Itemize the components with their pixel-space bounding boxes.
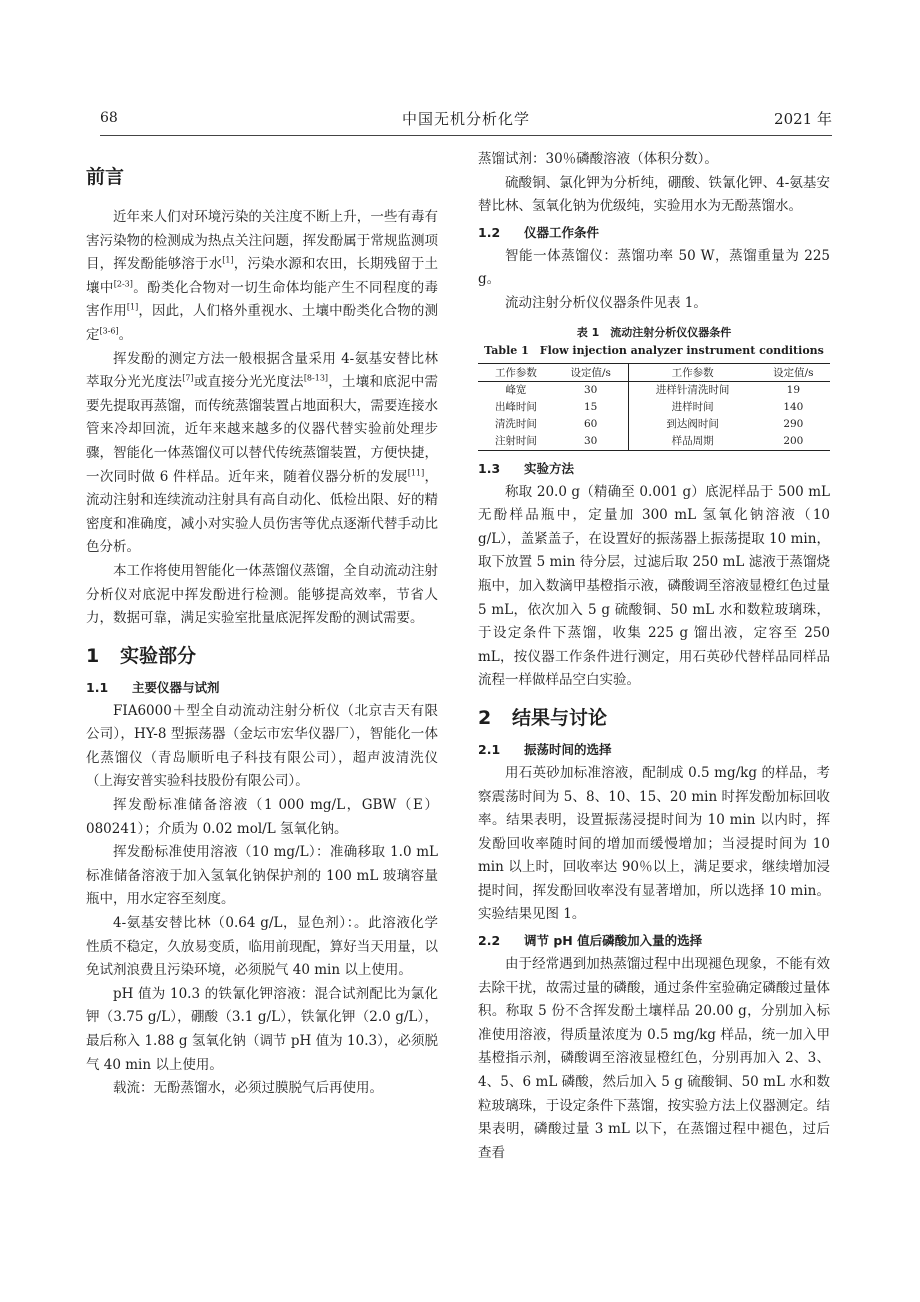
table-cell: 注射时间	[478, 433, 554, 451]
table-cell: 进样针清洗时间	[655, 383, 730, 396]
table-cell: 19	[786, 383, 801, 396]
preface-paragraph-2: 挥发酚的测定方法一般根据含量采用 4-氨基安替比林萃取分光光度法[7]或直接分光光度法[8-13]，土壤和底泥中需要先提取再蒸馏，而传统蒸馏装置占地面积大，需要连接水管来冷却回流，近年来越来越多的仪器代替实验前处理步骤，智能化一体蒸馏仪可以替代传统蒸馏装置，方便快捷，一次同时做 6 件样品。近年来，随着仪器分析的发展[11]，流动注射和连续流动注射具有高自动化、低检出限、好的精密度和准确度，减小对实验人员伤害等优点逐渐代替手动比色分析。	[86, 350, 439, 556]
table-cell: 出峰时间	[494, 400, 537, 413]
section-2-heading: 2 结果与讨论	[478, 706, 608, 729]
table-cell: 30	[554, 433, 628, 451]
right-column	[478, 148, 830, 1165]
preface-paragraph-3: 本工作将使用智能化一体蒸馏仪蒸馏，全自动流动注射分析仪对底泥中挥发酚进行检测。能够提高效率，节省人力，数据可靠，满足实验室批量底泥挥发酚的测试需要。	[86, 562, 438, 627]
table-cell: 140	[783, 400, 804, 413]
subsection-1-2-heading: 1.2 仪器工作条件	[478, 224, 600, 240]
citation: [7]	[182, 373, 194, 383]
instruments-paragraph: FIA6000＋型全自动流动注射分析仪（北京吉天有限公司），HY-8 型振荡器（金坛市宏华仪器厂），智能化一体化蒸馏仪（青岛顺昕电子科技有限公司），超声波清洗仪（上海安普实验科技股份有限公司）。	[86, 702, 438, 790]
table-1	[478, 363, 830, 451]
working-solution-paragraph: 挥发酚标准使用溶液（10 mg/L）：准确移取 1.0 mL 标准储备溶液于加入氢氧化钠保护剂的 100 mL 玻璃容量瓶中，用水定容至刻度。	[86, 844, 438, 908]
table-cell: 200	[757, 433, 830, 451]
table-header-cell: 设定值/s	[554, 363, 628, 381]
preface-heading: 前言	[86, 166, 125, 188]
table-cell: 15	[554, 399, 628, 416]
table-cell: 样品周期	[628, 433, 757, 451]
citation: [8-13]	[303, 373, 329, 383]
aminoantipyrine-paragraph: 4-氨基安替比林（0.64 g/L，显色剂）：。此溶液化学性质不稳定，久放易变质，临用前现配，算好当天用量，以免试剂浪费且污染环境，必须脱气 40 min 以上使用。	[86, 915, 438, 979]
conditions-paragraph-2: 流动注射分析仪仪器条件见表 1。	[505, 294, 707, 311]
journal-title: 中国无机分析化学	[401, 110, 530, 128]
table-cell: 30	[554, 381, 628, 399]
subsection-1-3-heading: 1.3 实验方法	[478, 460, 575, 476]
table-row	[478, 433, 830, 451]
page-header	[100, 106, 832, 132]
table-row	[478, 399, 830, 416]
table-caption-en: Table 1 Flow injection analyzer instrument conditions	[484, 343, 824, 357]
left-column	[86, 148, 438, 1101]
section-1-heading: 1 实验部分	[86, 644, 197, 667]
table-header-row	[478, 363, 830, 381]
table-row	[478, 381, 830, 399]
ferricyanide-paragraph: pH 值为 10.3 的铁氰化钾溶液：混合试剂配比为氯化钾（3.75 g/L），硼酸（3.1 g/L），铁氰化钾（2.0 g/L），最后称入 1.88 g 氢氧化钠（调节 pH 值为 10.3），必须脱气 40 min 以上使用。	[86, 985, 438, 1073]
citation: [1]	[222, 255, 234, 265]
carrier-paragraph: 载流：无酚蒸馏水，必须过膜脱气后再使用。	[113, 1080, 383, 1097]
table-cell: 进样时间	[671, 400, 714, 413]
table-cell: 60	[554, 416, 628, 433]
stock-solution-paragraph: 挥发酚标准储备溶液（1 000 mg/L，GBW（E）080241）；介质为 0.02 mol/L 氢氧化钠。	[86, 797, 438, 837]
table-row	[478, 416, 830, 433]
table-header-cell: 工作参数	[628, 363, 757, 381]
subsection-2-1-heading: 2.1 振荡时间的选择	[478, 741, 612, 757]
table-header-cell: 设定值/s	[757, 363, 830, 381]
phosphoric-acid-paragraph: 由于经常遇到加热蒸馏过程中出现褪色现象，不能有效去除干扰，故需过量的磷酸，通过条件室验确定磷酸过量体积。称取 5 份不含挥发酚土壤样品 20.00 g，分别加入标准使用溶液，得质量浓度为 0.5 mg/kg 样品，统一加入甲基橙指示剂，磷酸调至溶液显橙红色，分别再加入 2、3、4、5、6 mL 磷酸，然后加入 5 g 硫酸铜、50 mL 水和数粒玻璃珠，于设定条件下蒸馏，按实验方法上仪器测定。结果表明，磷酸过量 3 mL 以下，在蒸馏过程中褪色，过后查看	[478, 956, 830, 1161]
subsection-2-2-heading: 2.2 调节 pH 值后磷酸加入量的选择	[478, 933, 703, 949]
reagent-grade-paragraph: 硫酸铜、氯化钾为分析纯，硼酸、铁氰化钾、4-氨基安替比林、氢氧化钠为优级纯，实验用水为无酚蒸馏水。	[478, 174, 830, 215]
conditions-paragraph-1: 智能一体蒸馏仪：蒸馏功率 50 W，蒸馏重量为 225 g。	[478, 247, 830, 288]
header-rule	[100, 135, 832, 136]
citation: [11]	[407, 468, 425, 478]
table-caption-cn: 表 1 流动注射分析仪仪器条件	[576, 325, 732, 339]
table-cell: 到达阀时间	[666, 417, 719, 430]
page-number: 68	[100, 110, 118, 126]
table-cell: 峰宽	[505, 383, 527, 396]
method-paragraph: 称取 20.0 g（精确至 0.001 g）底泥样品于 500 mL 无酚样品瓶中，定量加 300 mL 氢氧化钠溶液（10 g/L），盖紧盖子，在设置好的振荡器上振荡提取 10 min，取下放置 5 min 待分层，过滤后取 250 mL 滤液于蒸馏烧瓶中，加入数滴甲基橙指示液，磷酸调至溶液显橙红色过量 5 mL，依次加入 5 g 硫酸铜、50 mL 水和数粒玻璃珠，于设定条件下蒸馏，收集 225 g 馏出液，定容至 250 mL，按仪器工作条件进行测定，用石英砂代替样品同样品流程一样做样品空白实验。	[478, 483, 830, 689]
table-1-caption	[478, 324, 830, 360]
subsection-1-1-heading: 1.1 主要仪器与试剂	[86, 679, 220, 695]
citation: [3-6]	[99, 326, 119, 336]
table-header-cell: 工作参数	[478, 363, 554, 381]
oscillation-time-paragraph: 用石英砂加标准溶液，配制成 0.5 mg/kg 的样品，考察震荡时间为 5、8、10、15、20 min 时挥发酚加标回收率。结果表明，设置振荡浸提时间为 10 min 以内时，挥发酚回收率随时间的增加而缓慢增加；当浸提时间为 10 min 以上时，回收率达 90％以上，满足要求，继续增加浸提时间，挥发酚回收率没有显著增加，所以选择 10 min。实验结果见图 1。	[478, 764, 830, 923]
table-cell: 清洗时间	[494, 417, 537, 430]
preface-paragraph-1: 近年来人们对环境污染的关注度不断上升，一些有毒有害污染物的检测成为热点关注问题，挥发酚属于常规监测项目，挥发酚能够溶于水[1]，污染水源和农田，长期残留于土壤中[2-3]。酚类化合物对一切生命体均能产生不同程度的毒害作用[1]，因此，人们格外重视水、土壤中酚类化合物的测定[3-6]。	[86, 209, 439, 343]
publication-year: 2021 年	[774, 110, 832, 128]
citation: [1]	[126, 302, 139, 312]
citation: [2-3]	[113, 279, 133, 289]
distillation-reagent-paragraph: 蒸馏试剂：30％磷酸溶液（体积分数）。	[478, 151, 718, 167]
table-cell: 290	[783, 417, 804, 430]
